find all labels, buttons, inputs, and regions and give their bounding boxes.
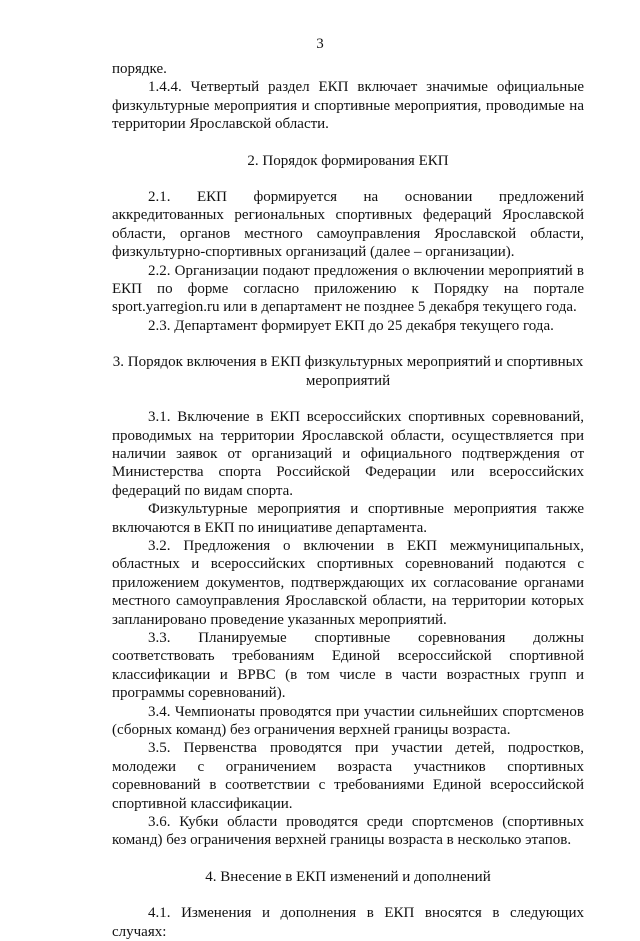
paragraph-2-2: 2.2. Организации подают предложения о включении мероприятий в ЕКП по форме согласно приложению к Порядку на портале sport.yarregion.ru или в департамент не позднее 5 декабря текущего года. [112, 262, 584, 316]
paragraph-3-5: 3.5. Первенства проводятся при участии детей, подростков, молодежи с ограничением возраста участников спортивных соревнований в соответствии с требованиями Единой всероссийской спортивной классификации. [112, 740, 584, 812]
paragraph-1-4-4: 1.4.4. Четвертый раздел ЕКП включает значимые официальные физкультурные мероприятия и спортивные мероприятия, проводимые на территории Ярославской области. [112, 79, 584, 133]
page-number: 3 [316, 36, 324, 52]
paragraph-2-3: 2.3. Департамент формирует ЕКП до 25 декабря текущего года. [148, 317, 554, 334]
paragraph-4-1: 4.1. Изменения и дополнения в ЕКП вносятся в следующих случаях: [112, 905, 584, 940]
paragraph-3-2: 3.2. Предложения о включении в ЕКП межмуниципальных, областных и всероссийских спортивных соревнований подаются с приложением документов, подтверждающих их согласование органами местного самоуправления Ярославской области, на территории которых запланировано проведение указанных мероприятий. [112, 537, 584, 628]
section-3-heading: 3. Порядок включения в ЕКП физкультурных мероприятий и спортивных мероприятий [112, 354, 584, 389]
continuation-text: порядке. [112, 61, 167, 77]
paragraph-3-1: 3.1. Включение в ЕКП всероссийских спортивных соревнований, проводимых на территории Ярославской области, осуществляется при наличии заявок от организаций и официального подтверждения от Министерства спорта Российской Федерации или всероссийских федераций по видам спорта. [112, 409, 584, 499]
paragraph-2-1: 2.1. ЕКП формируется на основании предложений аккредитованных региональных спортивных федераций Ярославской области, органов местного самоуправления Ярославской области, физкультурно-спортивных организаций (далее – организации). [112, 189, 584, 261]
document-body [112, 60, 584, 941]
section-4-heading: 4. Внесение в ЕКП изменений и дополнений [205, 868, 491, 885]
section-2-heading: 2. Порядок формирования ЕКП [247, 152, 449, 169]
paragraph-3-4: 3.4. Чемпионаты проводятся при участии сильнейших спортсменов (сборных команд) без ограничения верхней границы возраста. [112, 703, 584, 738]
paragraph-3-6: 3.6. Кубки области проводятся среди спортсменов (спортивных команд) без ограничения верхней границы возраста в несколько этапов. [112, 814, 584, 849]
paragraph-3-3: 3.3. Планируемые спортивные соревнования должны соответствовать требованиям Единой всероссийской спортивной классификации и ВРВС (в том числе в части возрастных групп и программы соревнований). [112, 629, 584, 702]
paragraph-3-1-b: Физкультурные мероприятия и спортивные мероприятия также включаются в ЕКП по инициативе департамента. [112, 501, 584, 536]
